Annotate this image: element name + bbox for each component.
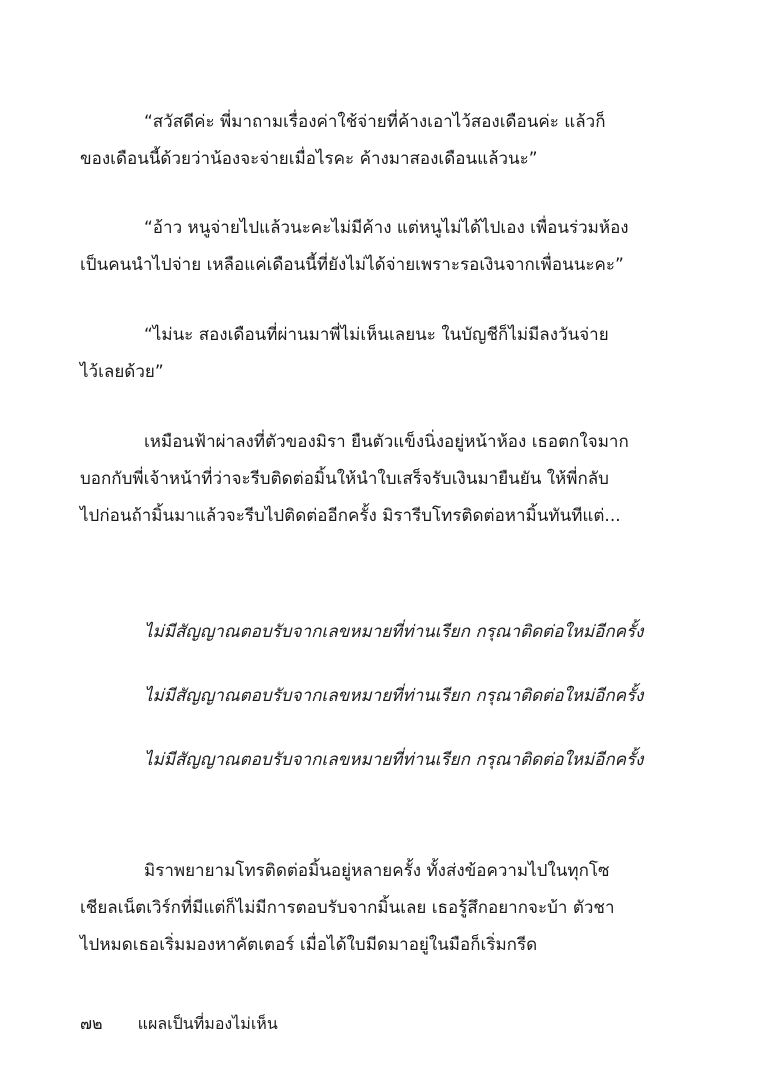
paragraph-3 xyxy=(80,317,690,391)
page-footer xyxy=(80,1012,278,1037)
paragraph-final xyxy=(80,853,690,964)
paragraph-line: “อ้าว หนูจ่ายไปแล้วนะคะไม่มีค้าง แต่หนูไม่ได้ไปเอง เพื่อนร่วมห้อง xyxy=(144,218,629,238)
book-title: แผลเป็นที่มองไม่เห็น xyxy=(137,1014,278,1033)
paragraph-line: บอกกับพี่เจ้าหน้าที่ว่าจะรีบติดต่อมิ้นให้นำใบเสร็จรับเงินมายืนยัน ให้พี่กลับ xyxy=(80,469,609,489)
paragraph-line: มิราพยายามโทรติดต่อมิ้นอยู่หลายครั้ง ทั้งส่งข้อความไปในทุกโซ xyxy=(144,861,610,881)
paragraph-line: ไว้เลยด้วย” xyxy=(80,362,164,382)
phone-message-2: ไม่มีสัญญาณตอบรับจากเลขหมายที่ท่านเรียก กรุณาติดต่อใหม่อีกครั้ง xyxy=(144,686,644,706)
paragraph-line: เหมือนฟ้าผ่าลงที่ตัวของมิรา ยืนตัวแข็งนิ่งอยู่หน้าห้อง เธอตกใจมาก xyxy=(144,432,629,452)
paragraph-line: “สวัสดีค่ะ พี่มาถามเรื่องค่าใช้จ่ายที่ค้างเอาไว้สองเดือนค่ะ แล้วก็ xyxy=(144,112,606,132)
paragraph-1 xyxy=(80,104,690,178)
paragraph-line: เชียลเน็ตเวิร์กที่มีแต่ก็ไม่มีการตอบรับจากมิ้นเลย เธอรู้สึกอยากจะบ้า ตัวชา xyxy=(80,898,615,918)
phone-message-3: ไม่มีสัญญาณตอบรับจากเลขหมายที่ท่านเรียก กรุณาติดต่อใหม่อีกครั้ง xyxy=(144,750,644,770)
paragraph-line: “ไม่นะ สองเดือนที่ผ่านมาพี่ไม่เห็นเลยนะ ในบัญชีก็ไม่มีลงวันจ่าย xyxy=(144,325,609,345)
paragraph-line: ของเดือนนี้ด้วยว่าน้องจะจ่ายเมื่อไรคะ ค้างมาสองเดือนแล้วนะ” xyxy=(80,149,538,169)
page-number: ๗๒ xyxy=(80,1014,103,1033)
paragraph-line: เป็นคนนำไปจ่าย เหลือแค่เดือนนี้ที่ยังไม่ได้จ่ายเพราะรอเงินจากเพื่อนนะคะ” xyxy=(80,255,624,275)
paragraph-line: ไปก่อนถ้ามิ้นมาแล้วจะรีบไปติดต่ออีกครั้ง มิรารีบโทรติดต่อหามิ้นทันทีแต่... xyxy=(80,506,621,526)
paragraph-4 xyxy=(80,424,690,535)
paragraph-2 xyxy=(80,210,690,284)
phone-message-1: ไม่มีสัญญาณตอบรับจากเลขหมายที่ท่านเรียก กรุณาติดต่อใหม่อีกครั้ง xyxy=(144,622,644,642)
paragraph-line: ไปหมดเธอเริ่มมองหาคัตเตอร์ เมื่อได้ใบมีดมาอยู่ในมือก็เริ่มกรีด xyxy=(80,935,538,955)
